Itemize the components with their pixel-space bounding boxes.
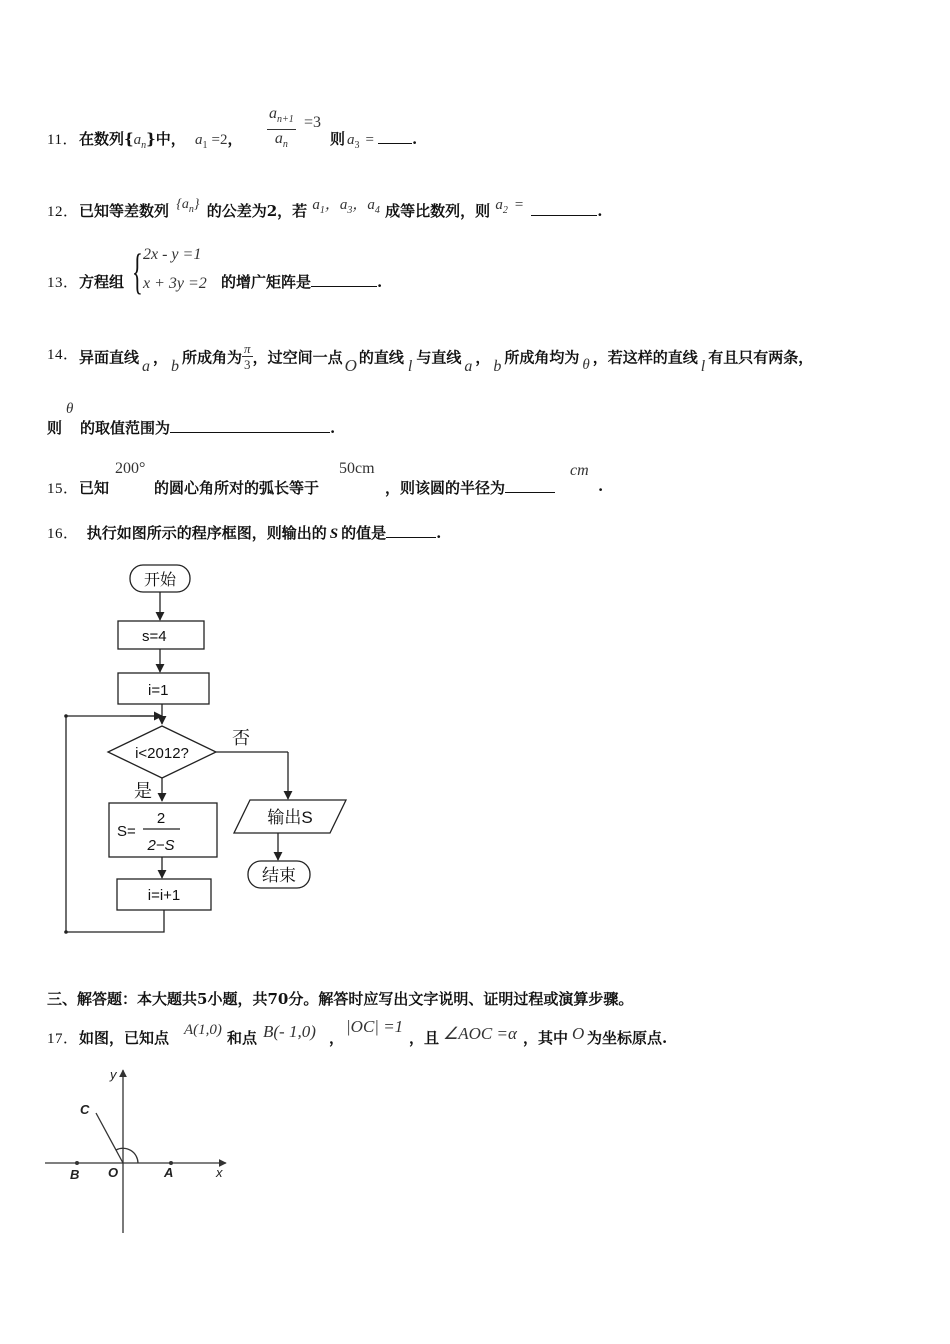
point-b-label: B (70, 1167, 80, 1182)
assign-numerator: 2 (156, 810, 166, 827)
question-number: 17． (47, 1031, 79, 1047)
fraction: $\frac{a_{n+1}}{a_n}$ (269, 105, 294, 150)
question-number: 13． (47, 275, 79, 291)
question-number: 14． (47, 347, 79, 363)
condition-label: i<2012? (135, 745, 189, 762)
output-label: 输出S (267, 808, 313, 827)
question-number: 12． (47, 204, 79, 220)
y-axis-label: y (110, 1067, 117, 1082)
x-axis-label: x (216, 1165, 223, 1180)
point-a-label: A (164, 1165, 174, 1180)
start-label: 开始 (143, 572, 177, 589)
point-c-label: C (80, 1102, 90, 1117)
question-text: 异面直线 a ， b 所成角为 $\frac{\pi}{3}$ ，过空间一点 O 的直线 l 与直线 a ， b 所成角均为 θ ，若这样的直线 l 有且只有两条， (79, 341, 814, 375)
i-init-label: i=1 (148, 682, 169, 699)
question-number: 15． (47, 481, 79, 497)
point-b (75, 1161, 79, 1165)
section-3-heading: 三、解答题：本大题共5小题，共70分。解答时应写出文字说明、证明过程或演算步骤。 (47, 990, 634, 1008)
question-16: 16． 执行如图所示的程序框图，则输出的 S 的值是 . (47, 524, 442, 542)
equation-2: x + 3y =2 (143, 275, 207, 292)
question-number: 16． (47, 526, 79, 542)
origin-label: O (108, 1165, 119, 1180)
s-init-label: s=4 (142, 628, 167, 645)
fraction-pi-3: $\frac{\pi}{3}$ (244, 341, 251, 372)
increment-label: i=i+1 (147, 887, 181, 904)
equation-1: 2x - y =1 (143, 246, 202, 263)
assign-denominator: 2−S (147, 837, 175, 854)
brace-symbol: { (132, 243, 143, 299)
segment-oc (96, 1113, 123, 1163)
no-label: 否 (232, 728, 250, 748)
assign-lhs: S= (117, 823, 136, 840)
yes-label: 是 (134, 781, 152, 801)
end-label: 结束 (262, 866, 296, 885)
coordinate-figure (40, 1065, 240, 1240)
question-text: 在数列$\{a_n\}$中， $a_1 =2$， (79, 130, 243, 151)
question-number: 11． (47, 132, 78, 148)
question-text: 已知等差数列 $\{a_n\}$ 的公差为2，若 $a_1$，$a_3$，$a_4$ 成等比数列，则 $a_2$ = . (79, 197, 603, 220)
